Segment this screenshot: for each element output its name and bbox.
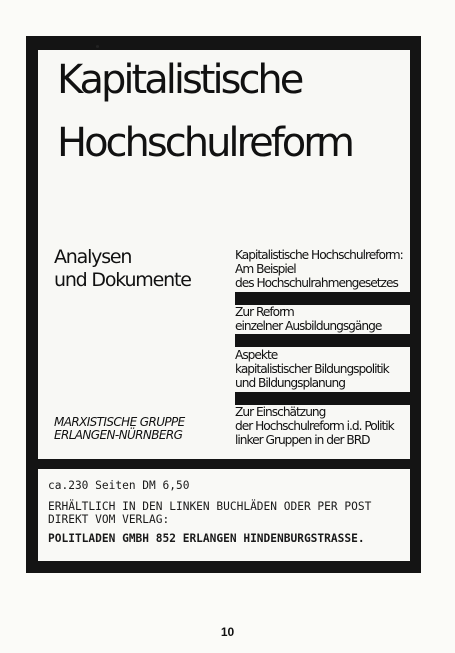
contents-divider-1	[235, 292, 410, 305]
publisher-line-1: MARXISTISCHE GRUPPE	[54, 415, 185, 429]
contents-item-4-line-1: Zur Einschätzung	[235, 405, 326, 419]
cover-title-line-2: Hochschulreform	[57, 120, 352, 166]
contents-divider-2	[235, 334, 410, 347]
contents-item-3-line-1: Aspekte	[235, 348, 278, 362]
speck	[96, 45, 99, 48]
contents-item-4-line-2: der Hochschulreform i.d. Politik	[235, 419, 394, 433]
publisher-address: POLITLADEN GMBH 852 ERLANGEN HINDENBURGSTRASSE.	[48, 532, 365, 545]
contents-item-1-line-3: des Hochschulrahmengesetzes	[235, 276, 398, 290]
cover-title-line-1: Kapitalistische	[57, 57, 302, 103]
contents-divider-3	[235, 392, 410, 405]
cover-subtitle-line-2: und Dokumente	[54, 269, 191, 291]
publisher-line-2: ERLANGEN-NÜRNBERG	[54, 428, 183, 442]
availability-line: ERHÄLTLICH IN DEN LINKEN BUCHLÄDEN ODER PER POST	[48, 500, 372, 513]
contents-item-1-line-2: Am Beispiel	[235, 262, 296, 276]
price-line: ca.230 Seiten DM 6,50	[48, 479, 190, 492]
contents-item-2-line-2: einzelner Ausbildungsgänge	[235, 319, 382, 333]
cover-subtitle-line-1: Analysen	[54, 246, 132, 268]
page-number: 10	[220, 625, 235, 639]
contents-item-3-line-3: und Bildungsplanung	[235, 376, 345, 390]
contents-item-2-line-1: Zur Reform	[235, 305, 294, 319]
contents-item-1-line-1: Kapitalistische Hochschulreform:	[235, 248, 403, 262]
contents-item-3-line-2: kapitalistischer Bildungspolitik	[235, 362, 389, 376]
availability-line-2: DIREKT VOM VERLAG:	[48, 513, 170, 526]
contents-item-4-line-3: linker Gruppen in der BRD	[235, 433, 370, 447]
